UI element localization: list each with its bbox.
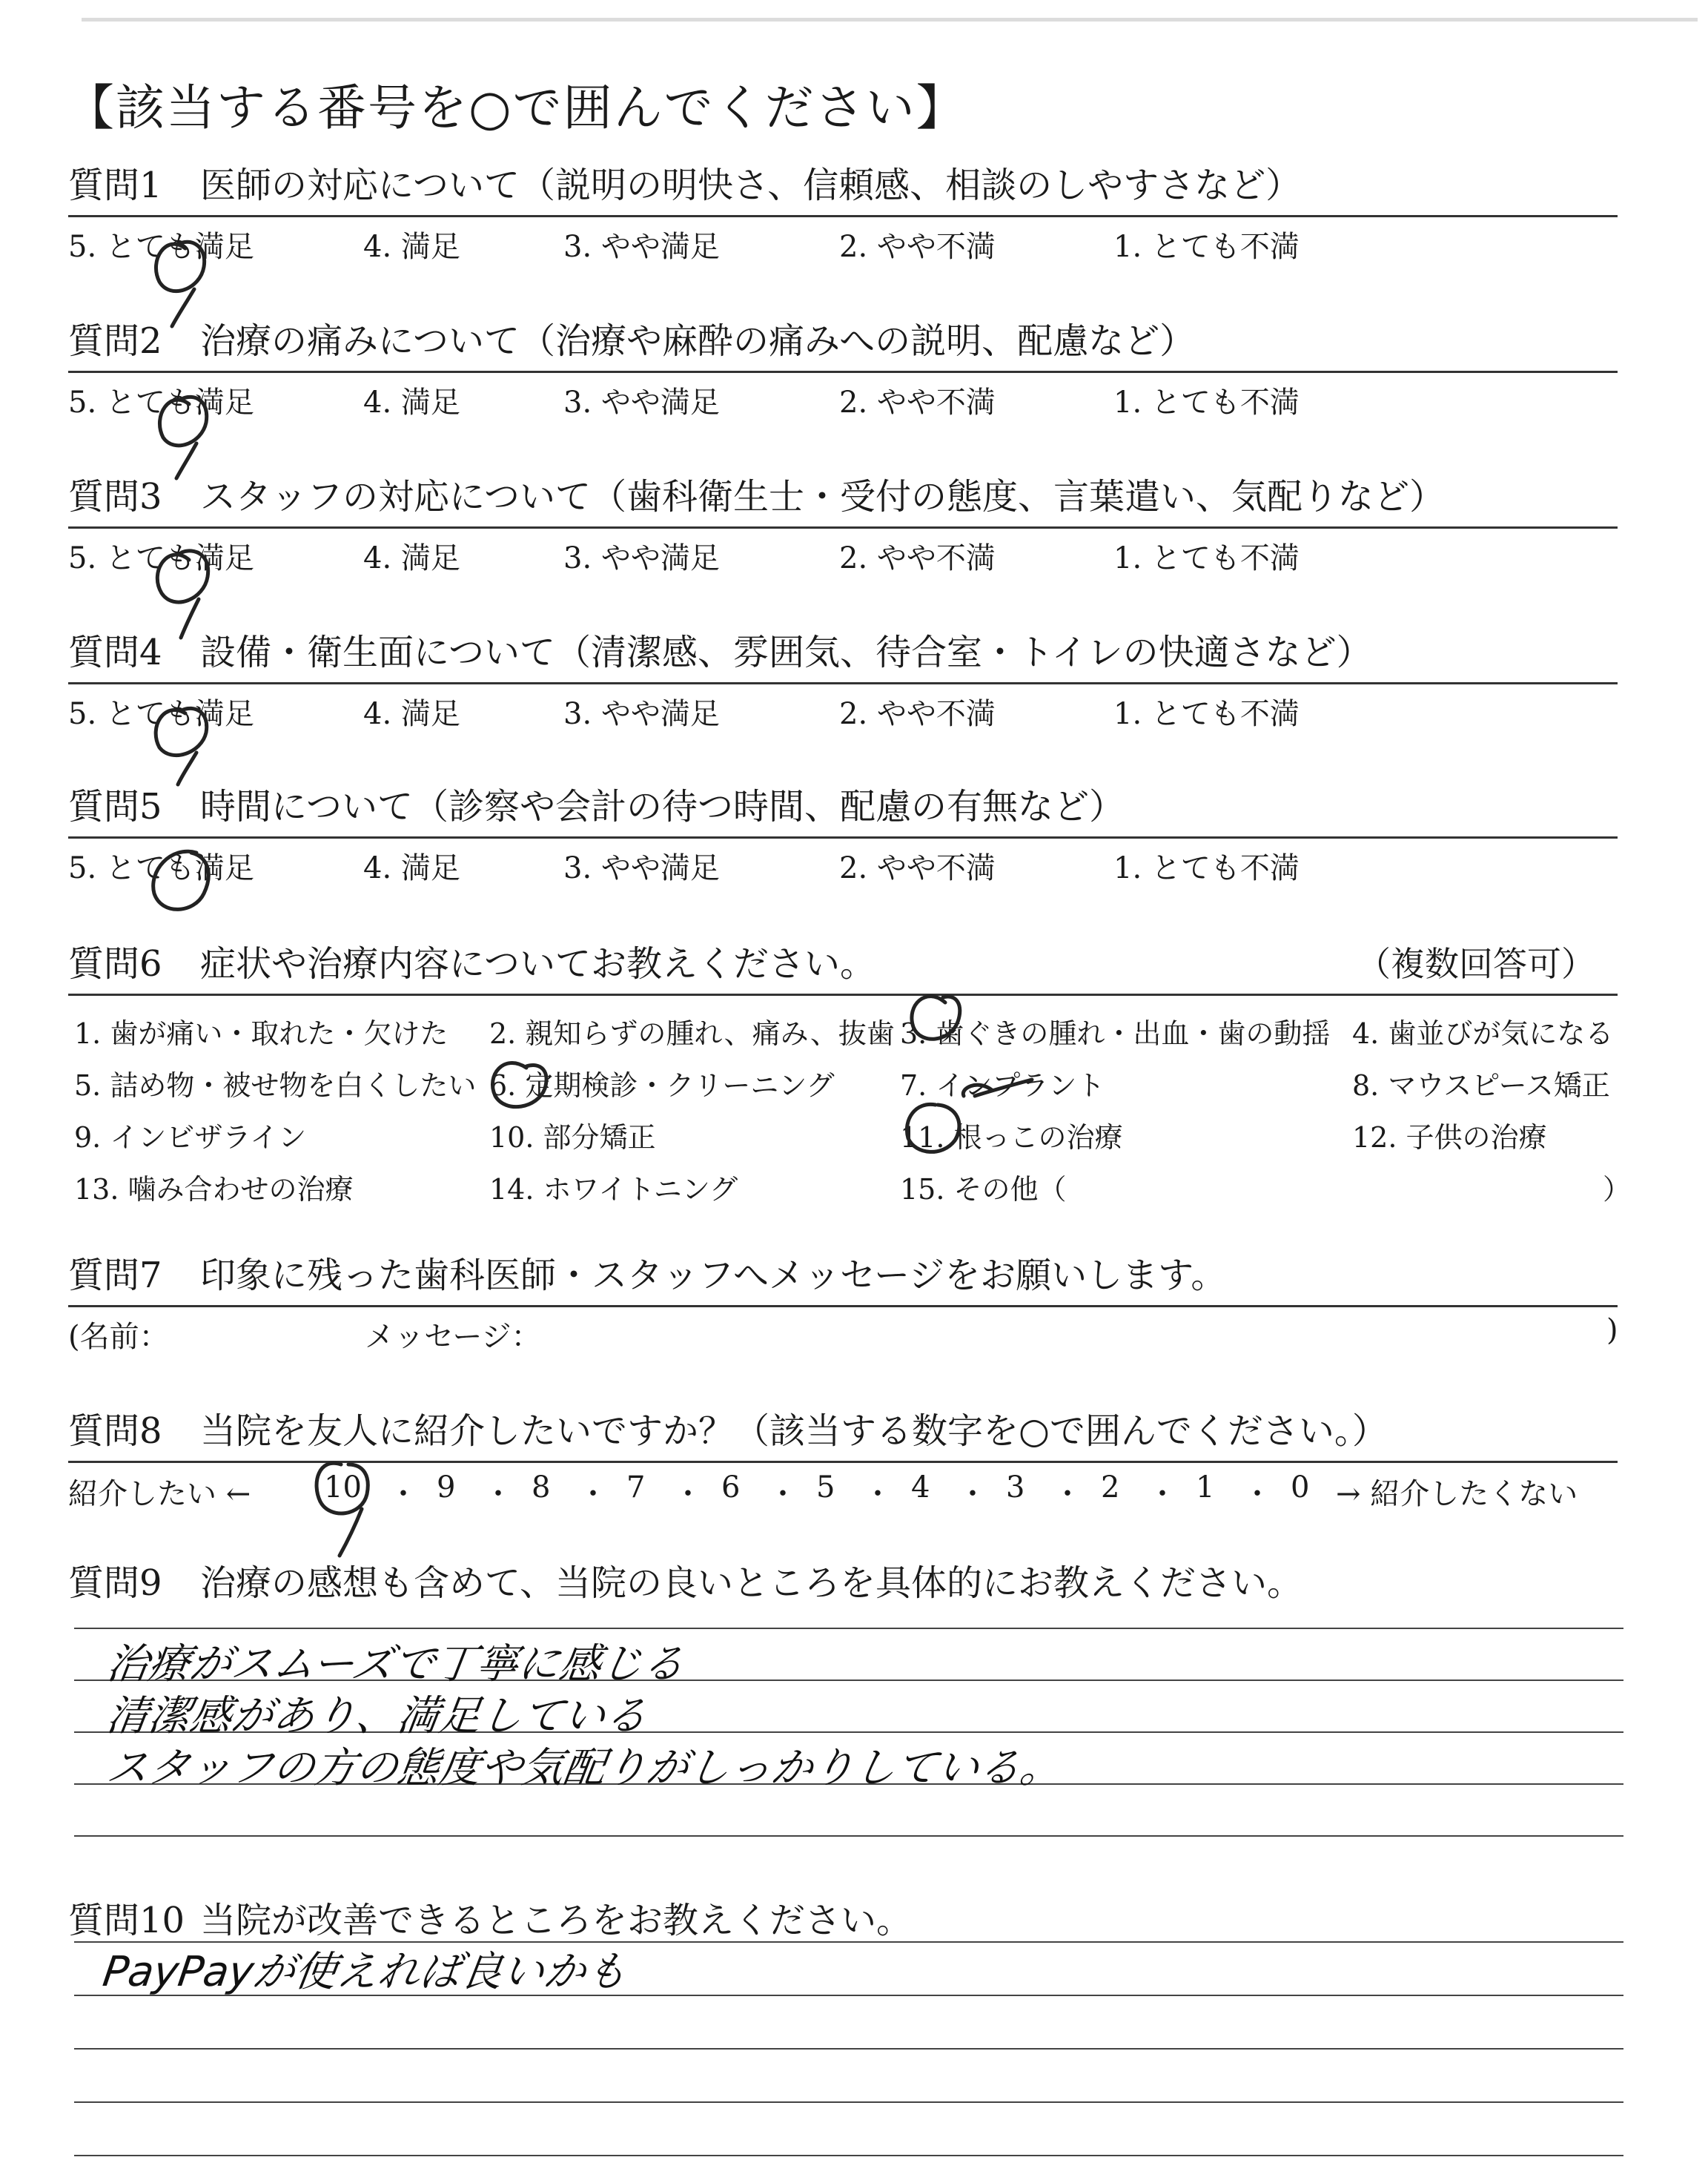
scale-value[interactable]: 6 [721,1470,741,1505]
handwritten-answer: PayPayが使えれば良いかも [99,1948,631,1996]
option-1[interactable]: 1. とても不満 [1113,386,1300,420]
question-6 [68,934,1632,1211]
close-paren: ) [1606,1313,1618,1347]
scale-value[interactable]: 1 [1196,1470,1215,1505]
question-text: 当院が改善できるところをお教えください。 [200,1900,913,1941]
option-5[interactable]: 5. とても満足 [68,386,254,420]
scale-separator: ・ [483,1477,513,1511]
symptom-option[interactable]: 2. 親知らずの腫れ、痛み、抜歯 [489,1017,895,1050]
symptom-option[interactable]: 4. 歯並びが気になる [1352,1017,1614,1050]
question-text: 治療の痛みについて（治療や麻酔の痛みへの説明、配慮など） [200,320,1196,362]
scale-separator: ・ [388,1477,418,1511]
symptom-option[interactable]: 14. ホワイトニング [489,1173,738,1206]
form-heading: 【該当する番号を○で囲んでください】 [65,79,967,136]
question-9 [68,1553,1618,1613]
option-1[interactable]: 1. とても不満 [1113,230,1300,264]
question-5 [68,777,1618,891]
scale-separator: ・ [863,1477,893,1511]
option-3[interactable]: 3. やや満足 [563,851,720,885]
option-2[interactable]: 2. やや不満 [839,230,996,264]
question-text: 時間について（診察や会計の待つ時間、配慮の有無など） [200,786,1125,828]
scale-separator: ・ [958,1477,987,1511]
scale-value[interactable]: 9 [437,1470,456,1505]
symptom-option[interactable]: 9. インビザライン [74,1121,307,1154]
option-5[interactable]: 5. とても満足 [68,230,254,264]
symptom-option[interactable]: 5. 詰め物・被せ物を白くしたい [74,1069,477,1102]
option-3[interactable]: 3. やや満足 [563,386,720,420]
scale-separator: ・ [768,1477,798,1511]
option-2[interactable]: 2. やや不満 [839,386,996,420]
handwritten-answer: 清潔感があり、満足している [103,1692,650,1740]
symptom-option[interactable]: 10. 部分矯正 [489,1121,656,1154]
scale-value[interactable]: 4 [911,1470,930,1505]
question-number: 質問3 [68,476,162,518]
referral-scale [68,1463,1618,1515]
question-number: 質問1 [68,165,162,206]
symptom-option[interactable]: 8. マウスピース矯正 [1352,1069,1610,1102]
option-4[interactable]: 4. 満足 [363,230,460,264]
question-text: 設備・衛生面について（清潔感、雰囲気、待合室・トイレの快適さなど） [200,632,1372,673]
handwritten-answer: 治療がスムーズで丁寧に感じる [103,1640,688,1688]
question-text: 治療の感想も含めて、当院の良いところを具体的にお教えください。 [200,1562,1303,1604]
question-text: スタッフの対応について（歯科衛生士・受付の態度、言葉遣い、気配りなど） [200,476,1446,518]
question-8 [68,1401,1618,1515]
close-paren: ） [1603,1173,1632,1206]
scale-separator: ・ [673,1477,703,1511]
symptom-option[interactable]: 6. 定期検診・クリーニング [489,1069,835,1102]
option-1[interactable]: 1. とても不満 [1113,851,1300,885]
scale-value[interactable]: 10 [324,1470,362,1505]
question-number: 質問4 [68,632,162,673]
symptom-option[interactable]: 3. 歯ぐきの腫れ・出血・歯の動揺 [900,1017,1331,1050]
question-text: 症状や治療内容についてお教えください。 [200,943,876,985]
scale-value[interactable]: 5 [816,1470,835,1505]
question-number: 質問9 [68,1562,162,1604]
question-1 [68,156,1618,269]
scale-separator: ・ [578,1477,608,1511]
question-text: 当院を友人に紹介したいですか？（該当する数字を○で囲んでください。） [200,1410,1388,1452]
symptom-option[interactable]: 12. 子供の治療 [1352,1121,1547,1154]
question-4 [68,623,1618,736]
option-3[interactable]: 3. やや満足 [563,230,720,264]
option-1[interactable]: 1. とても不満 [1113,697,1300,731]
scale-separator: ・ [1148,1477,1177,1511]
question-number: 質問2 [68,320,162,362]
question-number: 質問5 [68,786,162,828]
option-2[interactable]: 2. やや不満 [839,541,996,575]
option-4[interactable]: 4. 満足 [363,386,460,420]
question-3 [68,467,1618,581]
option-5[interactable]: 5. とても満足 [68,697,254,731]
top-border [82,18,1698,22]
scale-value[interactable]: 8 [532,1470,551,1505]
option-4[interactable]: 4. 満足 [363,851,460,885]
question-number: 質問7 [68,1255,162,1296]
option-3[interactable]: 3. やや満足 [563,541,720,575]
question-number: 質問8 [68,1410,162,1452]
message-label: メッセージ： [365,1320,541,1354]
option-3[interactable]: 3. やや満足 [563,697,720,731]
scale-separator: ・ [1053,1477,1082,1511]
scale-value[interactable]: 7 [626,1470,646,1505]
name-label: (名前： [68,1320,169,1354]
question-text: 医師の対応について（説明の明快さ、信頼感、相談のしやすさなど） [200,165,1302,206]
scale-value[interactable]: 3 [1006,1470,1025,1505]
option-2[interactable]: 2. やや不満 [839,851,996,885]
scale-value[interactable]: 0 [1291,1470,1310,1505]
option-5[interactable]: 5. とても満足 [68,541,254,575]
symptom-option-other[interactable]: 15. その他（ [900,1173,1067,1206]
multiple-answer-note: （複数回答可） [1357,944,1595,984]
symptom-option[interactable]: 7. インプラント [900,1069,1105,1102]
scale-value[interactable]: 2 [1101,1470,1120,1505]
question-2 [68,311,1618,425]
option-5[interactable]: 5. とても満足 [68,851,254,885]
option-4[interactable]: 4. 満足 [363,541,460,575]
scale-right-label: → 紹介したくない [1336,1477,1578,1511]
symptom-option[interactable]: 13. 噛み合わせの治療 [74,1173,354,1206]
option-1[interactable]: 1. とても不満 [1113,541,1300,575]
symptom-option[interactable]: 11. 根っこの治療 [900,1121,1123,1154]
handwritten-answer: スタッフの方の態度や気配りがしっかりしている。 [103,1744,1065,1792]
option-2[interactable]: 2. やや不満 [839,697,996,731]
question-7 [68,1246,1618,1359]
question-number: 質問10 [68,1900,185,1941]
option-4[interactable]: 4. 満足 [363,697,460,731]
question-text: 印象に残った歯科医師・スタッフへメッセージをお願いします。 [200,1255,1227,1296]
question-number: 質問6 [68,943,162,985]
symptom-option[interactable]: 1. 歯が痛い・取れた・欠けた [74,1017,448,1050]
scale-separator: ・ [1242,1477,1272,1511]
scale-left-label: 紹介したい ← [68,1477,251,1511]
